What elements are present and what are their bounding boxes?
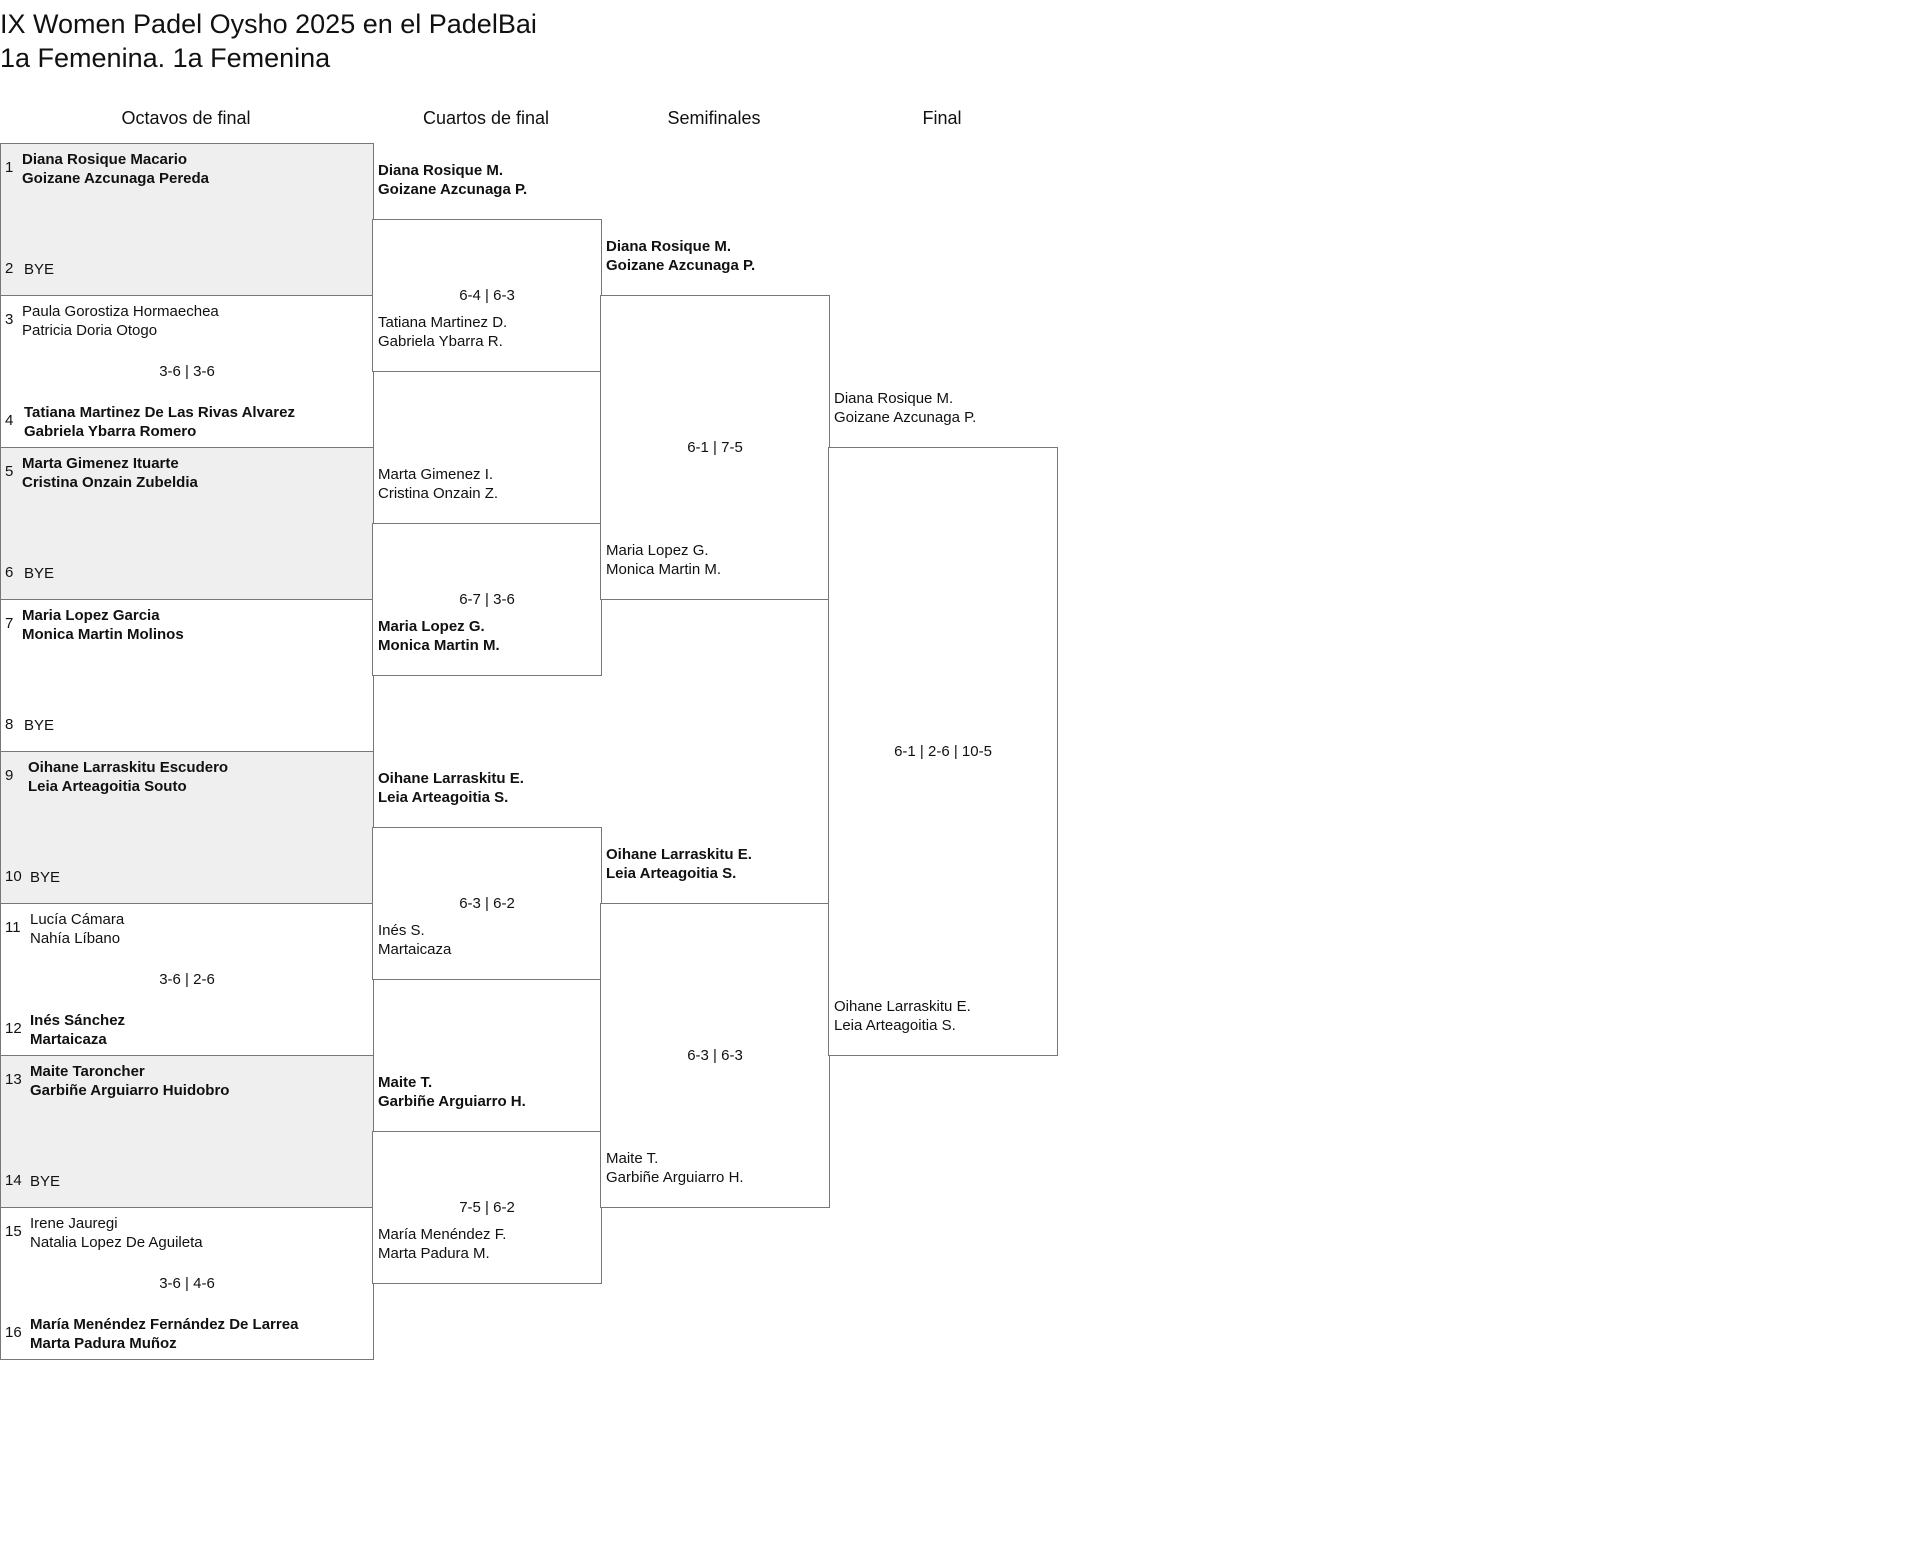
player-name: Oihane Larraskitu E. [378,770,524,787]
seed-number: 8 [5,716,14,733]
qf-team-top [378,1073,526,1111]
player-name: Cristina Onzain Zubeldia [22,474,198,491]
qf-team-top [378,465,498,503]
player-name: Monica Martin Molinos [22,626,184,643]
player-name: Leia Arteagoitia Souto [28,778,187,795]
player-name: Monica Martin M. [378,637,500,654]
seed-number: 10 [5,868,22,885]
seed-number: 15 [5,1223,22,1240]
r16-team-bottom [24,716,54,735]
match-score: 6-7 | 3-6 [459,591,515,608]
sf-team-top [606,845,752,883]
seed-number: 7 [5,615,14,632]
player-name: Maria Lopez G. [378,618,485,635]
qf-team-bottom [378,921,451,959]
r16-team-bottom [24,403,295,441]
player-name: Garbiñe Arguiarro H. [378,1093,526,1110]
player-name: Diana Rosique M. [378,162,504,179]
round-header-semifinales: Semifinales [667,108,761,128]
seed-number: 4 [5,412,14,429]
r16-team-top [22,150,209,188]
player-name: Tatiana Martinez D. [378,314,508,331]
player-name: BYE [24,717,55,734]
player-name: Gabriela Ybarra R. [378,333,503,350]
match-score: 6-3 | 6-3 [687,1047,743,1064]
player-name: Oihane Larraskitu E. [834,998,971,1015]
player-name: Monica Martin M. [606,561,722,578]
final-team-bottom [834,997,971,1035]
player-name: Inés Sánchez [30,1012,126,1029]
player-name: Tatiana Martinez De Las Rivas Alvarez [24,404,295,421]
player-name: Leia Arteagoitia S. [834,1017,956,1034]
player-name: Marta Gimenez Ituarte [22,455,179,472]
r16-team-top [30,1062,229,1100]
player-name: Marta Padura Muñoz [30,1335,177,1352]
r16-team-bottom [30,868,60,887]
r16-team-top [22,302,219,340]
player-name: Leia Arteagoitia S. [378,789,509,806]
player-name: Goizane Azcunaga P. [834,409,977,426]
r16-team-bottom [30,1172,60,1191]
player-name: Garbiñe Arguiarro Huidobro [30,1082,230,1099]
player-name: BYE [24,261,55,278]
seed-number: 6 [5,564,14,581]
round-header-final: Final [922,108,962,128]
round-header-cuartos: Cuartos de final [422,108,550,128]
player-name: Maite T. [378,1074,433,1091]
seed-number: 1 [5,159,14,176]
player-name: Maite Taroncher [30,1063,145,1080]
qf-team-bottom [378,1225,506,1263]
player-name: Patricia Doria Otogo [22,322,158,339]
seed-number: 3 [5,311,14,328]
qf-team-top [378,161,527,199]
player-name: Diana Rosique M. [606,238,732,255]
player-name: Leia Arteagoitia S. [606,865,737,882]
player-name: Paula Gorostiza Hormaechea [22,303,219,320]
match-score: 6-1 | 7-5 [687,439,743,456]
r16-team-bottom [24,260,54,279]
player-name: BYE [30,869,61,886]
match-score: 6-4 | 6-3 [459,287,515,304]
match-score: 3-6 | 3-6 [159,363,215,380]
player-name: Diana Rosique M. [834,390,954,407]
qf-team-bottom [378,313,507,351]
seed-number: 12 [5,1020,22,1037]
player-name: Nahía Líbano [30,930,121,947]
player-name: Martaicaza [30,1031,107,1048]
seed-number: 5 [5,463,14,480]
r16-team-bottom [30,1315,298,1353]
round-header-octavos: Octavos de final [121,108,251,128]
seed-number: 11 [5,919,21,936]
player-name: Oihane Larraskitu Escudero [28,759,229,776]
sf-team-bottom [606,1149,744,1187]
player-name: Cristina Onzain Z. [378,485,499,502]
player-name: BYE [30,1173,61,1190]
r16-team-top [30,910,124,948]
player-name: BYE [24,565,55,582]
qf-team-bottom [378,617,500,655]
player-name: Goizane Azcunaga P. [606,257,756,274]
tournament-title: IX Women Padel Oysho 2025 en el PadelBai [0,9,537,39]
r16-team-top [28,758,228,796]
player-name: Goizane Azcunaga P. [378,181,528,198]
player-name: Goizane Azcunaga Pereda [22,170,210,187]
player-name: Oihane Larraskitu E. [606,846,752,863]
seed-number: 13 [5,1071,22,1088]
qf-team-top [378,769,524,807]
player-name: María Menéndez Fernández De Larrea [30,1316,299,1333]
match-score: 6-3 | 6-2 [459,895,515,912]
sf-team-top [606,237,755,275]
seed-number: 16 [5,1324,22,1341]
player-name: Martaicaza [378,941,452,958]
r16-team-bottom [30,1011,125,1049]
r16-team-top [22,606,184,644]
player-name: Irene Jauregi [30,1215,118,1232]
player-name: Maria Lopez G. [606,542,709,559]
player-name: Lucía Cámara [30,911,125,928]
seed-number: 9 [5,767,14,784]
category-title: 1a Femenina. 1a Femenina [0,43,331,73]
r16-team-bottom [24,564,54,583]
player-name: Marta Gimenez I. [378,466,494,483]
player-name: Garbiñe Arguiarro H. [606,1169,744,1186]
player-name: Marta Padura M. [378,1245,490,1262]
match-score: 6-1 | 2-6 | 10-5 [894,743,992,760]
player-name: Maite T. [606,1150,659,1167]
player-name: Diana Rosique Macario [22,151,188,168]
match-score: 7-5 | 6-2 [459,1199,515,1216]
player-name: María Menéndez F. [378,1226,507,1243]
sf-team-bottom [606,541,721,579]
player-name: Inés S. [378,922,425,939]
player-name: Gabriela Ybarra Romero [24,423,197,440]
seed-number: 14 [5,1172,22,1189]
r16-team-top [30,1214,203,1252]
player-name: Maria Lopez Garcia [22,607,160,624]
player-name: Natalia Lopez De Aguileta [30,1234,203,1251]
match-score: 3-6 | 4-6 [159,1275,215,1292]
match-score: 3-6 | 2-6 [159,971,215,988]
seed-number: 2 [5,260,14,277]
r16-team-top [22,454,198,492]
final-team-top [834,389,976,427]
